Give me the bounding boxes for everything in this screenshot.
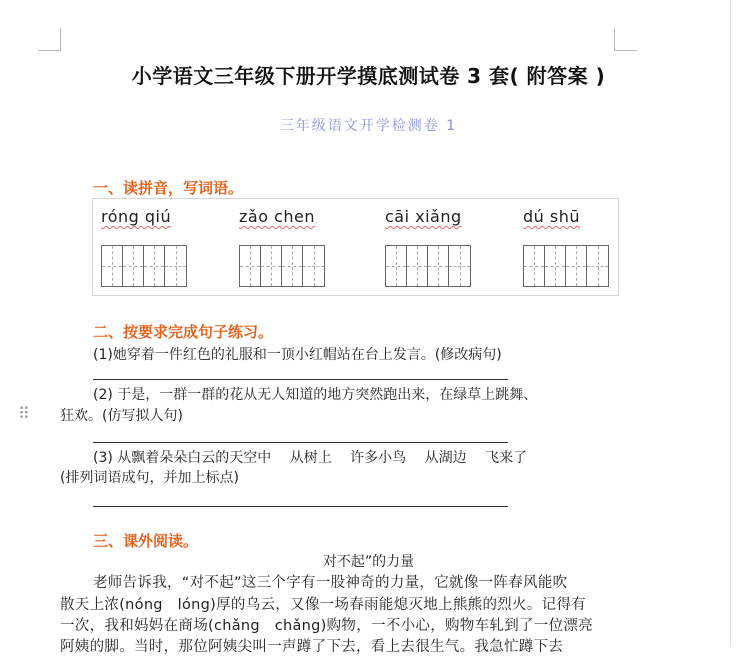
writing-grid[interactable]: [523, 245, 609, 287]
drag-handle-icon[interactable]: ⠿: [18, 404, 29, 423]
answer-line-3[interactable]: [93, 506, 508, 507]
reading-paragraph-line: 阿姨的脚。当时，那位阿姨尖叫一声蹲了下去，看上去很生气。我急忙蹲下去: [60, 639, 564, 655]
document-subtitle: 三年级语文开学检测卷 1: [279, 118, 458, 134]
pinyin-text: zǎo chen: [239, 207, 315, 226]
section1-heading: 一、读拼音，写词语。: [93, 179, 244, 197]
reading-paragraph-line: 一次，我和妈妈在商场(chǎng chǎng)购物，一不小心，购物车轧到了一位漂亮: [60, 618, 593, 634]
pinyin-text: róng qiú: [101, 207, 172, 226]
question-3-line2: (排列词语成句，并加上标点): [60, 470, 239, 486]
question-1: (1)她穿着一件红色的礼服和一顶小红帽站在台上发言。(修改病句): [93, 347, 502, 363]
pinyin-table: [92, 198, 619, 296]
reading-title: 对不起”的力量: [322, 554, 415, 570]
document-title: 小学语文三年级下册开学摸底测试卷 3 套( 附答案 ): [131, 64, 606, 88]
question-3-line1: (3) 从飘着朵朵白云的天空中 从树上 许多小鸟 从湖边 飞来了: [93, 450, 528, 466]
reading-paragraph-line: 散天上浓(nóng lóng)厚的乌云，又像一场春雨能熄灭地上熊熊的烈火。记得有: [60, 597, 587, 613]
question-2-line2: 狂欢。(仿写拟人句): [60, 408, 183, 424]
answer-line-2[interactable]: [93, 442, 508, 443]
margin-corner-top-right: [614, 28, 637, 51]
question-2-line1: (2) 于是，一群一群的花从无人知道的地方突然跑出来，在绿草上跳舞、: [93, 387, 538, 403]
writing-grid[interactable]: [239, 245, 325, 287]
writing-grid[interactable]: [101, 245, 187, 287]
reading-paragraph-line: 老师告诉我，“对不起”这三个字有一股神奇的力量，它就像一阵春风能吹: [93, 575, 568, 591]
writing-grid[interactable]: [385, 245, 471, 287]
section3-heading: 三、课外阅读。: [93, 532, 199, 550]
margin-corner-top-left: [38, 28, 61, 51]
page-edge: [730, 0, 731, 645]
pinyin-text: dú shū: [523, 207, 580, 226]
answer-line-1[interactable]: [93, 379, 508, 380]
section2-heading: 二、按要求完成句子练习。: [93, 323, 274, 341]
pinyin-text: cāi xiǎng: [385, 207, 462, 226]
